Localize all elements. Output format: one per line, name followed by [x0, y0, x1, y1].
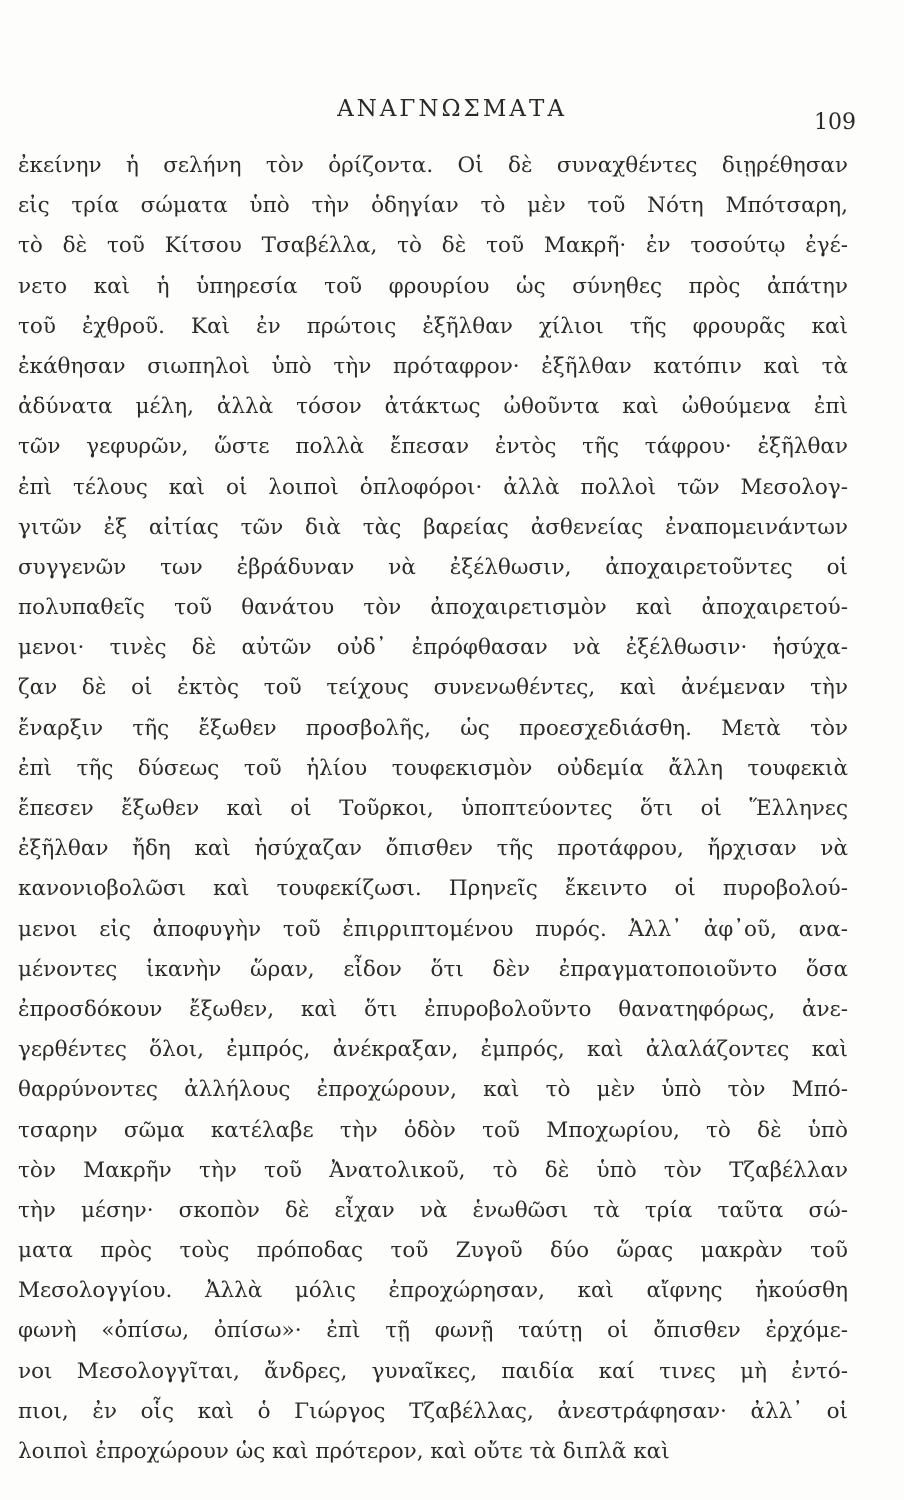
text-line: ματα πρὸς τοὺς πρόποδας τοῦ Ζυγοῦ δύο ὥρας μακρὰν τοῦ — [18, 1238, 848, 1264]
text-line: ἐπροσδόκουν ἔξωθεν, καὶ ὅτι ἐπυροβολοῦντο θανατηφόρως, ἀνε- — [18, 996, 848, 1022]
text-line: ἀδύνατα μέλη, ἀλλὰ τόσον ἀτάκτως ὠθοῦντα καὶ ὠθούμενα ἐπὶ — [18, 394, 848, 420]
text-line: θαρρύνοντες ἀλλήλους ἐπροχώρουν, καὶ τὸ μὲν ὑπὸ τὸν Μπό- — [18, 1077, 848, 1103]
text-line: πολυπαθεῖς τοῦ θανάτου τὸν ἀποχαιρετισμὸν καὶ ἀποχαιρετού- — [18, 595, 848, 621]
text-line: τὸ δὲ τοῦ Κίτσου Τσαβέλλα, τὸ δὲ τοῦ Μακρῆ· ἐν τοσούτῳ ἐγέ- — [18, 233, 848, 259]
text-line: ἐπὶ τῆς δύσεως τοῦ ἡλίου τουφεκισμὸν οὐδεμία ἄλλη τουφεκιὰ — [18, 755, 848, 781]
running-head — [40, 96, 864, 136]
text-line: εἰς τρία σώματα ὑπὸ τὴν ὁδηγίαν τὸ μὲν τοῦ Νότη Μπότσαρη, — [18, 193, 848, 219]
running-title: ΑΝΑΓΝΩΣΜΑΤΑ — [337, 96, 567, 122]
text-line: Μεσολογγίου. Ἀλλὰ μόλις ἐπροχώρησαν, καὶ αἴφνης ἠκούσθη — [18, 1278, 848, 1304]
text-line: κανονιοβολῶσι καὶ τουφεκίζωσι. Πρηνεῖς ἔκειντο οἱ πυροβολού- — [18, 876, 848, 902]
text-line: ζαν δὲ οἱ ἐκτὸς τοῦ τείχους συνενωθέντες, καὶ ἀνέμεναν τὴν — [18, 675, 848, 701]
text-line: πιοι, ἐν οἷς καὶ ὁ Γιώργος Τζαβέλλας, ἀνεστράφησαν· ἀλλ᾽ οἱ — [18, 1398, 848, 1424]
text-line: τῶν γεφυρῶν, ὥστε πολλὰ ἔπεσαν ἐντὸς τῆς τάφρου· ἐξῆλθαν — [18, 434, 848, 460]
text-line: γιτῶν ἐξ αἰτίας τῶν διὰ τὰς βαρείας ἀσθενείας ἐναπομεινάντων — [18, 514, 848, 540]
text-line: ἔναρξιν τῆς ἔξωθεν προσβολῆς, ὡς προεσχεδιάσθη. Μετὰ τὸν — [18, 715, 848, 741]
text-line: γερθέντες ὅλοι, ἐμπρός, ἀνέκραξαν, ἐμπρός, καὶ ἀλαλάζοντες καὶ — [18, 1037, 848, 1063]
page-number: 109 — [814, 110, 856, 135]
text-line: τὸν Μακρῆν τὴν τοῦ Ἀνατολικοῦ, τὸ δὲ ὑπὸ τὸν Τζαβέλλαν — [18, 1157, 848, 1183]
text-line: λοιποὶ ἐπροχώρουν ὡς καὶ πρότερον, καὶ οὔτε τὰ διπλᾶ καὶ — [18, 1439, 670, 1464]
text-line: μένοντες ἱκανὴν ὥραν, εἶδον ὅτι δὲν ἐπραγματοποιοῦντο ὅσα — [18, 956, 848, 982]
text-line: τσαρην σῶμα κατέλαβε τὴν ὁδὸν τοῦ Μποχωρίου, τὸ δὲ ὑπὸ — [18, 1117, 848, 1143]
text-line: μενοι εἰς ἀποφυγὴν τοῦ ἐπιρριπτομένου πυρός. Ἀλλ᾽ ἀφ᾽οῦ, ανα- — [18, 916, 848, 942]
text-line: ἐπὶ τέλους καὶ οἱ λοιποὶ ὁπλοφόροι· ἀλλὰ πολλοὶ τῶν Μεσολογ- — [18, 474, 848, 500]
text-line: τοῦ ἐχθροῦ. Καὶ ἐν πρώτοις ἐξῆλθαν χίλιοι τῆς φρουρᾶς καὶ — [18, 313, 848, 339]
text-line: ἔπεσεν ἔξωθεν καὶ οἱ Τοῦρκοι, ὑποπτεύοντες ὅτι οἱ Ἕλληνες — [18, 796, 848, 821]
text-line: ἐκείνην ἡ σελήνη τὸν ὁρίζοντα. Οἱ δὲ συναχθέντες διῃρέθησαν — [18, 153, 848, 178]
text-line: νοι Μεσολογγῖται, ἄνδρες, γυναῖκες, παιδία καί τινες μὴ ἐντό- — [18, 1358, 848, 1384]
text-line: φωνὴ «ὀπίσω, ὀπίσω»· ἐπὶ τῇ φωνῇ ταύτῃ οἱ ὄπισθεν ἐρχόμε- — [18, 1318, 848, 1344]
body-text — [18, 146, 848, 1472]
text-line: συγγενῶν των ἐβράδυναν νὰ ἐξέλθωσιν, ἀποχαιρετοῦντες οἱ — [18, 554, 848, 580]
text-line: ἐξῆλθαν ἤδη καὶ ἡσύχαζαν ὄπισθεν τῆς προτάφρου, ἤρχισαν νὰ — [18, 836, 848, 862]
text-line: τὴν μέσην· σκοπὸν δὲ εἶχαν νὰ ἑνωθῶσι τὰ τρία ταῦτα σώ- — [18, 1197, 848, 1223]
text-line: ἐκάθησαν σιωπηλοὶ ὑπὸ τὴν πρόταφρον· ἐξῆλθαν κατόπιν καὶ τὰ — [18, 353, 848, 379]
text-line: μενοι· τινὲς δὲ αὐτῶν οὐδ᾽ ἐπρόφθασαν νὰ ἐξέλθωσιν· ἡσύχα- — [18, 635, 848, 661]
text-line: νετο καὶ ἡ ὑπηρεσία τοῦ φρουρίου ὡς σύνηθες πρὸς ἀπάτην — [18, 273, 848, 299]
